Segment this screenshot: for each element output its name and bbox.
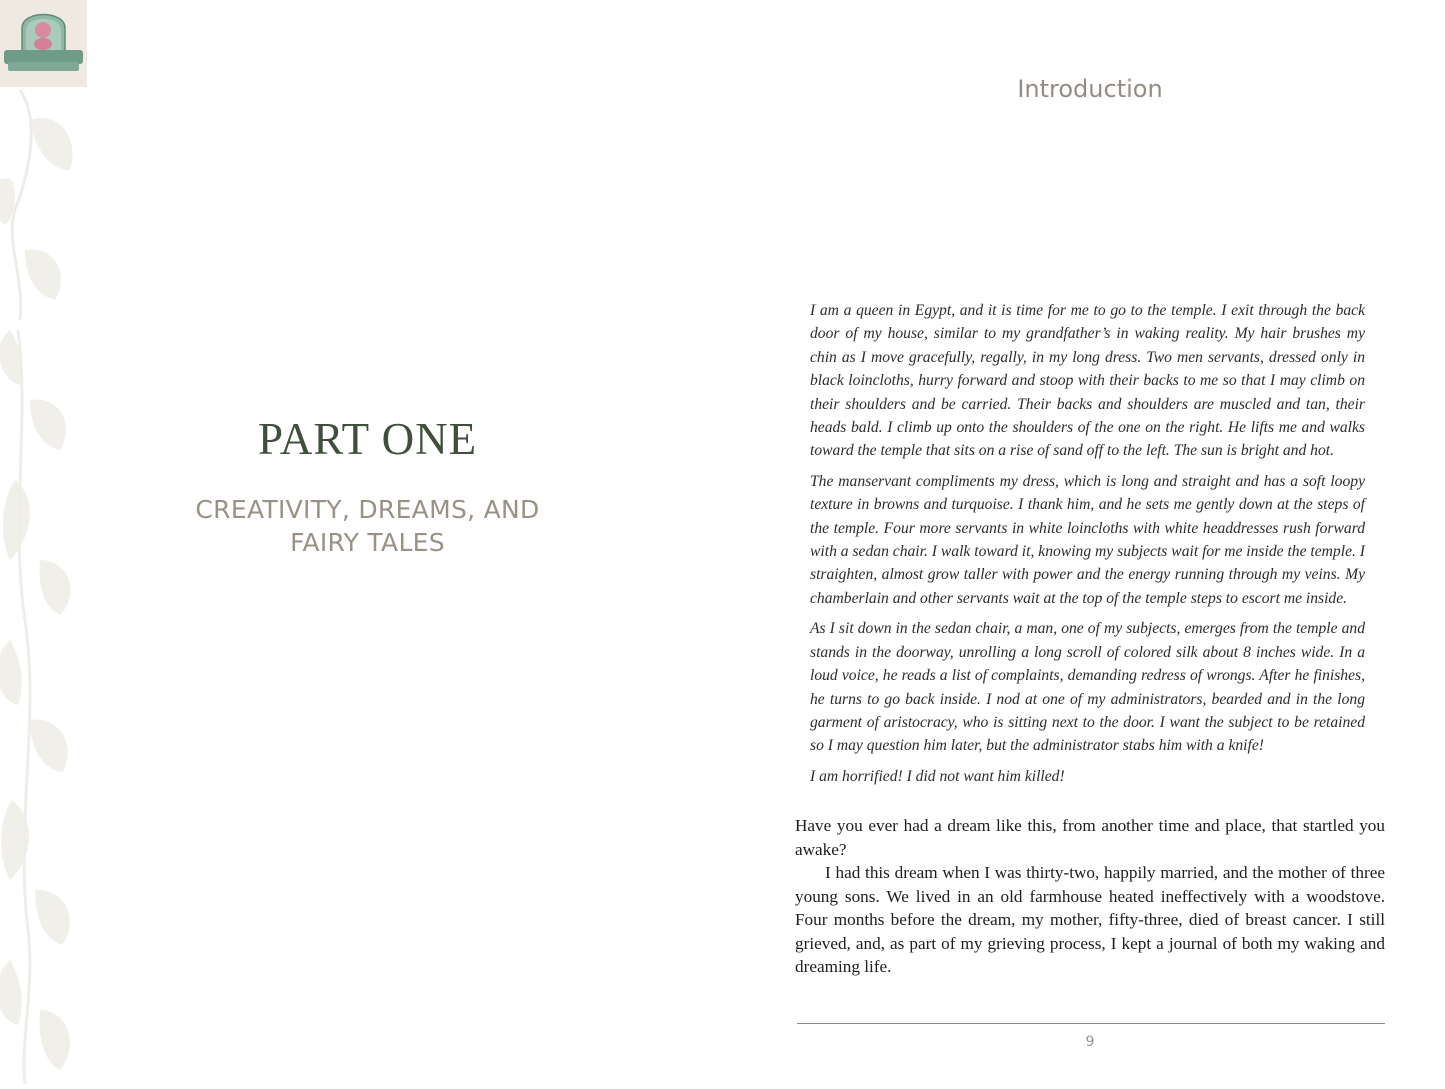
part-subtitle — [180, 493, 555, 559]
footer-rule — [797, 1023, 1385, 1024]
body-paragraph: Have you ever had a dream like this, from another time and place, that startled you awake? — [795, 816, 1385, 859]
running-head: Introduction — [1017, 75, 1163, 103]
publisher-logo — [0, 0, 87, 87]
dream-paragraph: I am a queen in Egypt, and it is time for me to go to the temple. I exit through the back door of my house, similar to my grandfather’s in waking reality. My hair brushes my chin as I move gracefully, regally, in my long dress. Two men servants, dressed only in black loincloths, hurry forward and stoop with their backs to me so that I may climb on their shoulders and be carried. Their backs and shoulders are muscled and tan, their heads bald. I climb up onto the shoulders of the one on the right. He lifts me and walks toward the temple that sits on a rise of sand off to the left. The sun is bright and hot. — [810, 302, 1365, 460]
dream-paragraph: The manservant compliments my dress, which is long and straight and has a soft loopy texture in browns and turquoise. I thank him, and he sets me gently down at the steps of the temple. Four more servants in white loincloths with white headdresses rush forward with a sedan chair. I walk toward it, knowing my subjects wait for me inside the temple. I straighten, almost grow taller with power and the energy running through my veins. My chamberlain and other servants wait at the top of the temple steps to escort me inside. — [810, 472, 1365, 607]
part-subtitle-line-2: FAIRY TALES — [290, 528, 445, 557]
dream-paragraph: I am horrified! I did not want him killed! — [810, 767, 1065, 785]
body-paragraph: I had this dream when I was thirty-two, happily married, and the mother of three young sons. We lived in an old farmhouse heated ineffectively with a woodstove. Four months before the dream, my mother, fifty-three, died of breast cancer. I still grieved, and, as part of my grieving process, I kept a journal of both my waking and dreaming life. — [795, 863, 1385, 976]
part-subtitle-line-1: CREATIVITY, DREAMS, AND — [195, 495, 540, 524]
page-number: 9 — [1085, 1034, 1095, 1050]
part-title: PART ONE — [257, 414, 478, 464]
decorative-leaf-border — [0, 0, 95, 1084]
dream-paragraph: As I sit down in the sedan chair, a man, one of my subjects, emerges from the temple and stands in the doorway, unrolling a long scroll of colored silk about 8 inches wide. In a loud voice, he reads a list of complaints, demanding redress of wrongs. After he finishes, he turns to go back inside. I nod at one of my administrators, bearded and in the long garment of aristocracy, who is sitting next to the door. I want the subject to be retained so I may question him later, but the administrator stabs him with a knife! — [810, 620, 1365, 755]
dream-excerpt — [810, 299, 1365, 795]
body-text — [795, 814, 1385, 979]
